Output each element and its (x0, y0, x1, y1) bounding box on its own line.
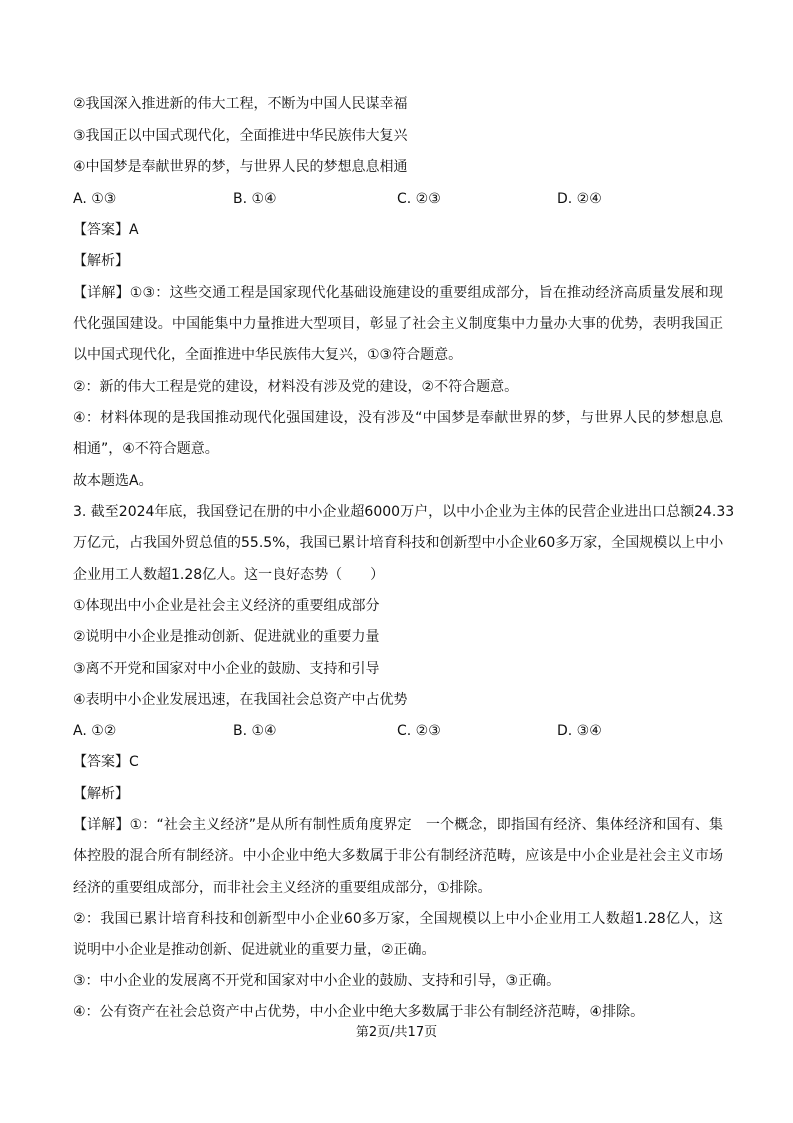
q3-stem-line: 3. 截至2024年底，我国登记在册的中小企业超6000万户，以中小企业为主体的民营企业进出口总额24.33 (73, 504, 735, 520)
q3-options (73, 722, 723, 740)
q3-statement-3: ③离不开党和国家对中小企业的鼓励、支持和引导 (73, 661, 380, 677)
q2-options (73, 190, 723, 208)
q2-conclusion: 故本题选A。 (73, 473, 153, 489)
q3-option-d: D. ③④ (557, 723, 602, 739)
q3-detail-line: 体控股的混合所有制经济。中小企业中绝大多数属于非公有制经济范畴，应该是中小企业是社会主义市场 (73, 848, 723, 864)
q3-detail-line: 经济的重要组成部分，而非社会主义经济的重要组成部分，①排除。 (73, 880, 492, 896)
q3-detail-line: ③：中小企业的发展离不开党和国家对中小企业的鼓励、支持和引导，③正确。 (73, 973, 561, 989)
q2-statement-3: ③我国正以中国式现代化，全面推进中华民族伟大复兴 (73, 128, 408, 144)
q2-option-b: B. ①④ (233, 191, 277, 207)
q3-detail-line: ②：我国已累计培育科技和创新型中小企业60多万家，全国规模以上中小企业用工人数超1.28亿人，这 (73, 911, 723, 927)
q3-statement-1: ①体现出中小企业是社会主义经济的重要组成部分 (73, 598, 380, 614)
page-number: 第2页/共17页 (355, 1025, 438, 1040)
q3-analysis-label: 【解析】 (73, 786, 129, 802)
q2-answer: 【答案】A (73, 222, 139, 238)
q2-analysis-label: 【解析】 (73, 253, 129, 269)
q2-detail-line: ④：材料体现的是我国推动现代化强国建设，没有涉及“中国梦是奉献世界的梦，与世界人民的梦想息息 (73, 410, 723, 426)
q2-option-a: A. ①③ (73, 191, 117, 207)
q2-option-c: C. ②③ (397, 191, 441, 207)
q3-option-a: A. ①② (73, 723, 117, 739)
q3-option-b: B. ①④ (233, 723, 277, 739)
q3-option-c: C. ②③ (397, 723, 441, 739)
q3-statement-4: ④表明中小企业发展迅速，在我国社会总资产中占优势 (73, 692, 408, 708)
q2-statement-2: ②我国深入推进新的伟大工程，不断为中国人民谋幸福 (73, 96, 408, 112)
q2-detail-line: 以中国式现代化，全面推进中华民族伟大复兴，①③符合题意。 (73, 347, 463, 363)
q2-detail-line: 代化强国建设。中国能集中力量推进大型项目，彰显了社会主义制度集中力量办大事的优势，表明我国正 (73, 316, 723, 332)
q3-stem-line: 企业用工人数超1.28亿人。这一良好态势（ ） (73, 567, 385, 583)
q2-detail-line: ②：新的伟大工程是党的建设，材料没有涉及党的建设，②不符合题意。 (73, 379, 519, 395)
q3-statement-2: ②说明中小企业是推动创新、促进就业的重要力量 (73, 629, 380, 645)
q2-detail-line: 【详解】①③：这些交通工程是国家现代化基础设施建设的重要组成部分，旨在推动经济高质量发展和现 (73, 285, 723, 301)
q2-statement-4: ④中国梦是奉献世界的梦，与世界人民的梦想息息相通 (73, 159, 408, 175)
q2-option-d: D. ②④ (557, 191, 602, 207)
q3-detail-line: ④：公有资产在社会总资产中占优势，中小企业中绝大多数属于非公有制经济范畴，④排除。 (73, 1004, 645, 1020)
q2-detail-line: 相通”，④不符合题意。 (73, 441, 219, 457)
q3-stem-line: 万亿元，占我国外贸总值的55.5%，我国已累计培育科技和创新型中小企业60多万家，全国规模以上中小 (73, 535, 724, 551)
q3-detail-line: 说明中小企业是推动创新、促进就业的重要力量，②正确。 (73, 942, 436, 958)
q3-answer: 【答案】C (73, 754, 139, 770)
q3-detail-line: 【详解】①：“社会主义经济”是从所有制性质角度界定 一个概念，即指国有经济、集体经济和国有、集 (73, 817, 723, 833)
